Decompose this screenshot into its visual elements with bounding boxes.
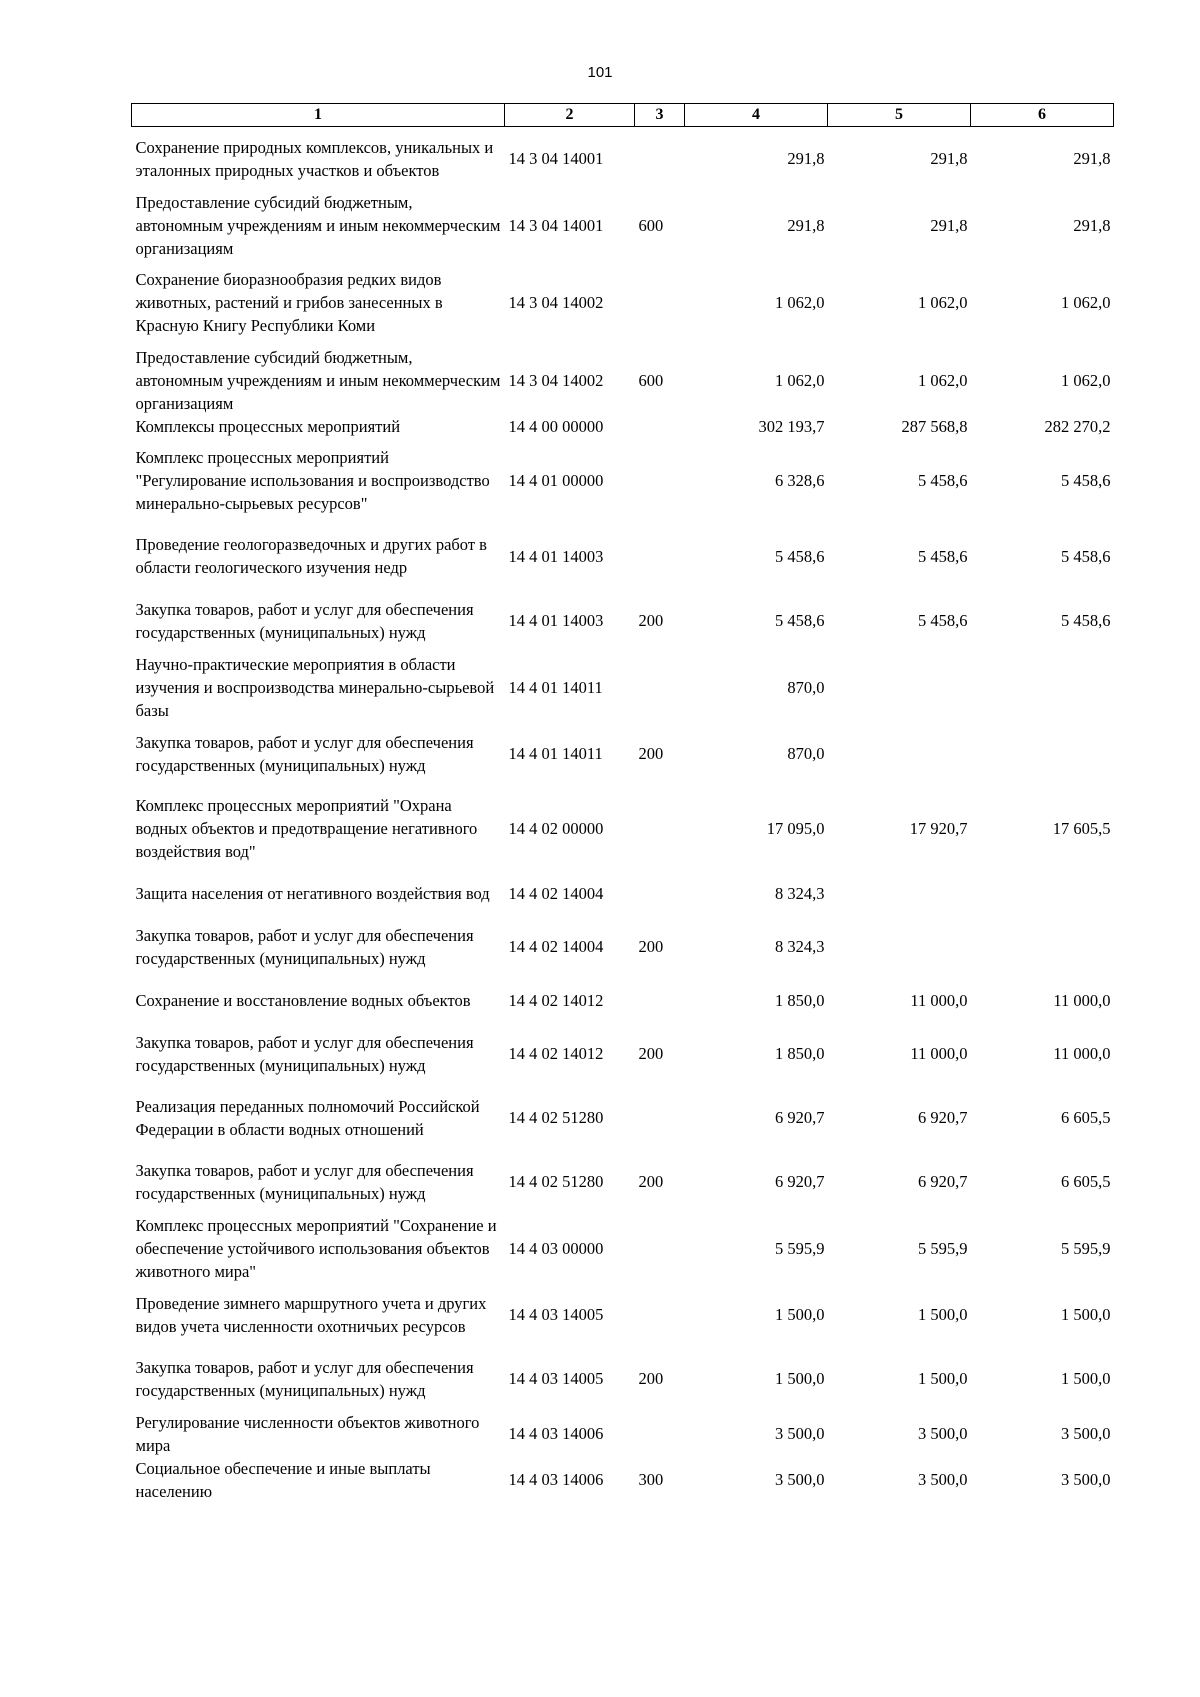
row-value-col-4: 1 062,0 <box>775 370 825 390</box>
row-expense-type: 200 <box>638 744 664 763</box>
row-description: Проведение зимнего маршрутного учета и других видов учета численности охотничьих ресурсов <box>135 1293 487 1336</box>
row-value-col-6: 17 605,5 <box>1052 819 1111 838</box>
table-row <box>132 979 1114 1022</box>
row-value-col-5: 1 062,0 <box>918 370 968 390</box>
row-code: 14 4 01 14011 <box>508 677 603 697</box>
row-expense-type <box>635 1086 685 1150</box>
row-code: 14 4 02 14004 <box>508 937 604 956</box>
row-value-col-6: 1 500,0 <box>1061 1305 1111 1324</box>
row-value-col-6: 3 500,0 <box>1061 1470 1111 1489</box>
row-value-col-5: 3 500,0 <box>918 1424 968 1443</box>
row-code: 14 4 03 00000 <box>508 1238 604 1258</box>
row-value-col-5: 1 062,0 <box>918 293 968 312</box>
row-value-col-4: 870,0 <box>787 677 825 697</box>
header-col-6: 6 <box>971 104 1114 127</box>
row-description: Научно-практические мероприятия в области изучения и воспроизводства минерально-сырьевой базы <box>135 654 495 720</box>
table-row <box>132 1022 1114 1086</box>
table-row <box>132 127 1114 191</box>
row-value-col-6: 1 500,0 <box>1061 1369 1111 1388</box>
row-description: Сохранение природных комплексов, уникальных и эталонных природных участков и объектов <box>135 137 494 180</box>
row-value-col-4: 291,8 <box>787 215 825 235</box>
row-expense-type <box>635 653 685 722</box>
row-description: Предоставление субсидий бюджетным, автономным учреждениям и иным некоммерческим организациям <box>135 347 501 413</box>
row-code: 14 4 02 51280 <box>508 1108 604 1127</box>
row-description: Комплекс процессных мероприятий "Регулирование использования и воспроизводство минерально-сырьевых ресурсов" <box>135 448 490 513</box>
row-expense-type <box>635 1283 685 1347</box>
row-value-col-6: 6 605,5 <box>1061 1172 1111 1191</box>
table-row <box>132 1457 1114 1503</box>
row-code: 14 4 01 14003 <box>508 611 604 630</box>
row-value-col-4: 302 193,7 <box>758 416 825 436</box>
row-value-col-4: 5 458,6 <box>775 546 825 566</box>
row-expense-type <box>635 1411 685 1457</box>
row-description: Сохранение и восстановление водных объектов <box>135 990 471 1010</box>
table-body <box>132 127 1114 1503</box>
table-row <box>132 438 1114 524</box>
row-code: 14 4 02 14012 <box>508 1044 604 1063</box>
row-value-col-4: 6 920,7 <box>775 1172 825 1191</box>
budget-table <box>131 103 1114 1503</box>
row-description: Закупка товаров, работ и услуг для обеспечения государственных (муниципальных) нужд <box>135 925 474 968</box>
header-col-3: 3 <box>635 104 685 127</box>
row-code: 14 4 02 00000 <box>508 819 604 838</box>
row-expense-type: 200 <box>638 1369 664 1388</box>
row-code: 14 3 04 14001 <box>508 149 604 169</box>
row-value-col-4: 1 062,0 <box>775 293 825 312</box>
table-row <box>132 915 1114 979</box>
row-value-col-6: 5 458,6 <box>1061 611 1111 630</box>
row-code: 14 3 04 14001 <box>508 215 604 235</box>
row-code: 14 4 01 00000 <box>508 471 604 490</box>
row-code: 14 3 04 14002 <box>508 370 604 390</box>
header-row <box>132 104 1114 127</box>
row-value-col-5: 17 920,7 <box>909 819 968 838</box>
row-description: Закупка товаров, работ и услуг для обеспечения государственных (муниципальных) нужд <box>135 1160 474 1203</box>
row-code: 14 4 03 14006 <box>508 1424 604 1443</box>
row-value-col-5: 1 500,0 <box>918 1305 968 1324</box>
row-code: 14 4 01 14003 <box>508 546 604 566</box>
row-value-col-6 <box>971 722 1114 786</box>
row-value-col-6: 1 062,0 <box>1061 293 1111 312</box>
row-value-col-4: 17 095,0 <box>766 819 825 838</box>
row-description: Закупка товаров, работ и услуг для обеспечения государственных (муниципальных) нужд <box>135 1357 474 1400</box>
row-value-col-4: 3 500,0 <box>775 1424 825 1443</box>
row-description: Предоставление субсидий бюджетным, автономным учреждениям и иным некоммерческим организациям <box>135 192 501 258</box>
header-col-2: 2 <box>505 104 635 127</box>
row-expense-type: 200 <box>638 1044 664 1063</box>
row-value-col-5 <box>828 872 971 915</box>
row-value-col-4: 6 920,7 <box>775 1108 825 1127</box>
table-row <box>132 722 1114 786</box>
row-description: Регулирование численности объектов животного мира <box>135 1412 480 1455</box>
header-col-4: 4 <box>685 104 828 127</box>
table-header <box>132 104 1114 127</box>
row-expense-type: 600 <box>638 370 664 390</box>
row-code: 14 4 03 14006 <box>508 1470 604 1489</box>
table-row <box>132 1411 1114 1457</box>
row-value-col-6: 6 605,5 <box>1061 1108 1111 1127</box>
row-value-col-4: 1 850,0 <box>775 990 825 1010</box>
row-value-col-5: 291,8 <box>930 149 968 169</box>
row-value-col-5: 3 500,0 <box>918 1470 968 1489</box>
table-row <box>132 786 1114 872</box>
header-col-5: 5 <box>828 104 971 127</box>
table-row <box>132 260 1114 346</box>
header-col-1: 1 <box>132 104 505 127</box>
row-value-col-5: 6 920,7 <box>918 1108 968 1127</box>
row-expense-type <box>635 979 685 1022</box>
row-code: 14 4 02 14012 <box>508 990 604 1010</box>
row-expense-type <box>635 786 685 872</box>
row-expense-type: 300 <box>638 1470 664 1489</box>
row-description: Закупка товаров, работ и услуг для обеспечения государственных (муниципальных) нужд <box>135 599 474 642</box>
row-value-col-6: 3 500,0 <box>1061 1424 1111 1443</box>
row-code: 14 4 02 51280 <box>508 1172 604 1191</box>
row-value-col-5: 5 458,6 <box>918 471 968 490</box>
row-expense-type <box>635 260 685 346</box>
table-row <box>132 346 1114 415</box>
row-value-col-4: 8 324,3 <box>775 883 825 903</box>
row-description: Комплекс процессных мероприятий "Охрана водных объектов и предотвращение негативного воздействия вод" <box>135 796 478 861</box>
row-value-col-6 <box>971 915 1114 979</box>
row-value-col-6: 282 270,2 <box>1044 416 1111 436</box>
row-value-col-4: 8 324,3 <box>775 937 825 956</box>
row-value-col-5: 11 000,0 <box>910 1044 968 1063</box>
row-description: Комплекс процессных мероприятий "Сохранение и обеспечение устойчивого использования объектов животного мира" <box>135 1215 497 1281</box>
row-value-col-6: 11 000,0 <box>1053 990 1111 1010</box>
row-expense-type <box>635 127 685 191</box>
row-value-col-4: 6 328,6 <box>775 471 825 490</box>
row-expense-type <box>635 438 685 524</box>
table-row <box>132 1347 1114 1411</box>
row-code: 14 4 00 00000 <box>508 416 604 436</box>
table-row <box>132 1214 1114 1283</box>
row-value-col-5 <box>828 915 971 979</box>
row-value-col-4: 5 595,9 <box>775 1238 825 1258</box>
row-value-col-5: 5 458,6 <box>918 611 968 630</box>
table-row <box>132 589 1114 653</box>
row-value-col-4: 5 458,6 <box>775 611 825 630</box>
row-value-col-6: 291,8 <box>1073 215 1111 235</box>
row-expense-type <box>635 872 685 915</box>
row-value-col-5 <box>828 722 971 786</box>
row-description: Комплексы процессных мероприятий <box>135 416 401 436</box>
table-row <box>132 872 1114 915</box>
table-row <box>132 653 1114 722</box>
row-value-col-5: 291,8 <box>930 215 968 235</box>
row-value-col-6: 11 000,0 <box>1053 1044 1111 1063</box>
table-row <box>132 415 1114 438</box>
row-code: 14 4 02 14004 <box>508 883 604 903</box>
row-value-col-5: 5 595,9 <box>918 1238 968 1258</box>
row-expense-type <box>635 1214 685 1283</box>
row-value-col-6 <box>971 653 1114 722</box>
row-value-col-4: 291,8 <box>787 149 825 169</box>
row-description: Реализация переданных полномочий Российской Федерации в области водных отношений <box>135 1096 480 1139</box>
row-expense-type: 600 <box>638 215 664 235</box>
row-expense-type: 200 <box>638 1172 664 1191</box>
row-expense-type <box>635 415 685 438</box>
row-value-col-6: 1 062,0 <box>1061 370 1111 390</box>
row-value-col-6: 5 458,6 <box>1061 471 1111 490</box>
row-expense-type: 200 <box>638 611 664 630</box>
row-code: 14 3 04 14002 <box>508 293 604 312</box>
row-value-col-5: 287 568,8 <box>901 416 968 436</box>
row-value-col-6: 5 595,9 <box>1061 1238 1111 1258</box>
row-value-col-5: 6 920,7 <box>918 1172 968 1191</box>
row-code: 14 4 03 14005 <box>508 1369 604 1388</box>
row-description: Закупка товаров, работ и услуг для обеспечения государственных (муниципальных) нужд <box>135 732 474 775</box>
row-value-col-5 <box>828 653 971 722</box>
row-description: Закупка товаров, работ и услуг для обеспечения государственных (муниципальных) нужд <box>135 1032 474 1075</box>
row-description: Защита населения от негативного воздействия вод <box>135 883 490 903</box>
row-description: Социальное обеспечение и иные выплаты населению <box>135 1458 431 1501</box>
row-description: Проведение геологоразведочных и других работ в области геологического изучения недр <box>135 535 487 577</box>
row-value-col-6: 5 458,6 <box>1061 546 1111 566</box>
table-row <box>132 524 1114 589</box>
row-value-col-4: 1 850,0 <box>775 1044 825 1063</box>
row-value-col-5: 5 458,6 <box>918 546 968 566</box>
row-value-col-5: 11 000,0 <box>910 990 968 1010</box>
row-value-col-4: 3 500,0 <box>775 1470 825 1489</box>
row-value-col-6: 291,8 <box>1073 149 1111 169</box>
row-description: Сохранение биоразнообразия редких видов животных, растений и грибов занесенных в Красную Книгу Республики Коми <box>135 270 443 335</box>
row-code: 14 4 01 14011 <box>508 744 603 763</box>
row-value-col-5: 1 500,0 <box>918 1369 968 1388</box>
table-row <box>132 1086 1114 1150</box>
row-expense-type: 200 <box>638 937 664 956</box>
page-number: 101 <box>587 64 613 81</box>
row-value-col-4: 1 500,0 <box>775 1369 825 1388</box>
table-row <box>132 1150 1114 1214</box>
table-row <box>132 1283 1114 1347</box>
row-expense-type <box>635 524 685 589</box>
row-value-col-4: 870,0 <box>787 744 825 763</box>
row-value-col-4: 1 500,0 <box>775 1305 825 1324</box>
table-row <box>132 191 1114 260</box>
row-code: 14 4 03 14005 <box>508 1305 604 1324</box>
row-value-col-6 <box>971 872 1114 915</box>
